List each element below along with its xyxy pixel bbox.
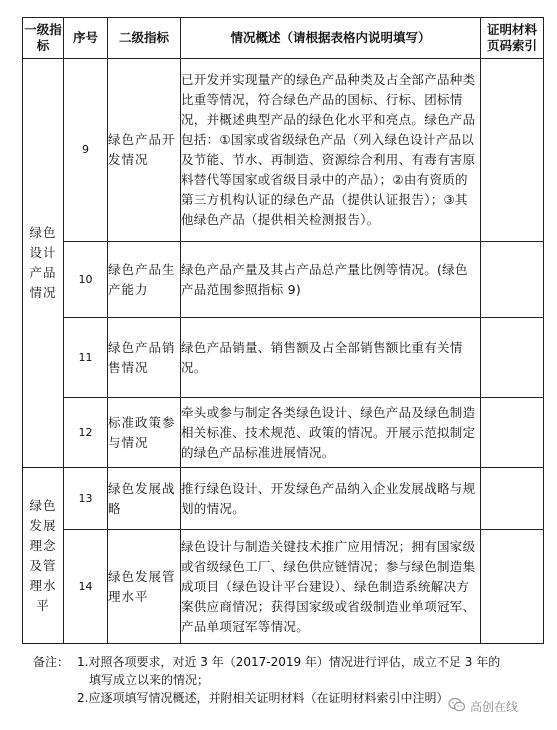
header-index: 证明材料页码索引 [481,18,544,59]
evaluation-table [22,17,544,644]
secondary-indicator: 绿色产品销售情况 [108,318,181,398]
row-number: 13 [64,468,108,530]
header-secondary: 二级指标 [108,18,181,59]
header-row [23,18,544,59]
secondary-indicator: 绿色产品开发情况 [108,59,181,242]
row-number: 11 [64,318,108,398]
row-number: 9 [64,59,108,242]
table-row [23,468,544,530]
header-category: 一级指标 [23,18,64,59]
watermark-text: 高创在线 [470,700,519,714]
evidence-index-cell[interactable] [481,398,544,468]
evidence-index-cell[interactable] [481,468,544,530]
note-text: 1.对照各项要求，对近 3 年（2017-2019 年）情况进行评估，成立不足 3 年的 [77,655,501,669]
table-row [23,242,544,318]
evidence-index-cell[interactable] [481,318,544,398]
description-cell: 绿色设计与制造关键技术推广应用情况；拥有国家级或省级绿色工厂、绿色供应链情况；参与绿色制造集成项目（绿色设计平台建设）、绿色制造系统解决方案供应商情况；获得国家级或省级制造业单项冠军、产品单项冠军等情况。 [181,530,481,644]
header-description: 情况概述（请根据表格内说明填写） [181,18,481,59]
evidence-index-cell[interactable] [481,59,544,242]
note-item-1 [33,653,543,671]
category-cell: 绿色设计产品情况 [23,59,64,468]
secondary-indicator: 标准政策参与情况 [108,398,181,468]
description-cell: 绿色产品产量及其占产品总产量比例等情况。(绿色产品范围参照指标 9) [181,242,481,318]
table-row [23,398,544,468]
wechat-icon [448,697,466,716]
notes-label: 备注： [33,655,70,669]
secondary-indicator: 绿色发展战略 [108,468,181,530]
row-number: 10 [64,242,108,318]
table-row [23,318,544,398]
header-number: 序号 [64,18,108,59]
category-cell: 绿色发展理念及管理水平 [23,468,64,644]
secondary-indicator: 绿色产品生产能力 [108,242,181,318]
description-cell: 推行绿色设计、开发绿色产品纳入企业发展战略与规划的情况。 [181,468,481,530]
evidence-index-cell[interactable] [481,242,544,318]
watermark [448,697,518,716]
note-item-2: 2.应逐项填写情况概述，并附相关证明材料（在证明材料索引中注明） [77,691,449,705]
table-row [23,59,544,242]
row-number: 14 [64,530,108,644]
note-continuation: 填写成立以来的情况； [89,673,210,687]
description-cell: 牵头或参与制定各类绿色设计、绿色产品及绿色制造相关标准、技术规范、政策的情况。开展示范拟制定的绿色产品标准进展情况。 [181,398,481,468]
secondary-indicator: 绿色发展管理水平 [108,530,181,644]
description-cell: 已开发并实现量产的绿色产品种类及占全部产品种类比重等情况，符合绿色产品的国标、行标、团标情况，并概述典型产品的绿色化水平和亮点。绿色产品包括：①国家或省级绿色产品（列入绿色设计产品以及节能、节水、再制造、资源综合利用、有毒有害原料替代等国家或省级目录中的产品）；②由有资质的第三方机构认证的绿色产品（提供认证报告）；③其他绿色产品（提供相关检测报告）。 [181,59,481,242]
row-number: 12 [64,398,108,468]
table-row [23,530,544,644]
evidence-index-cell[interactable] [481,530,544,644]
description-cell: 绿色产品销量、销售额及占全部销售额比重有关情况。 [181,318,481,398]
